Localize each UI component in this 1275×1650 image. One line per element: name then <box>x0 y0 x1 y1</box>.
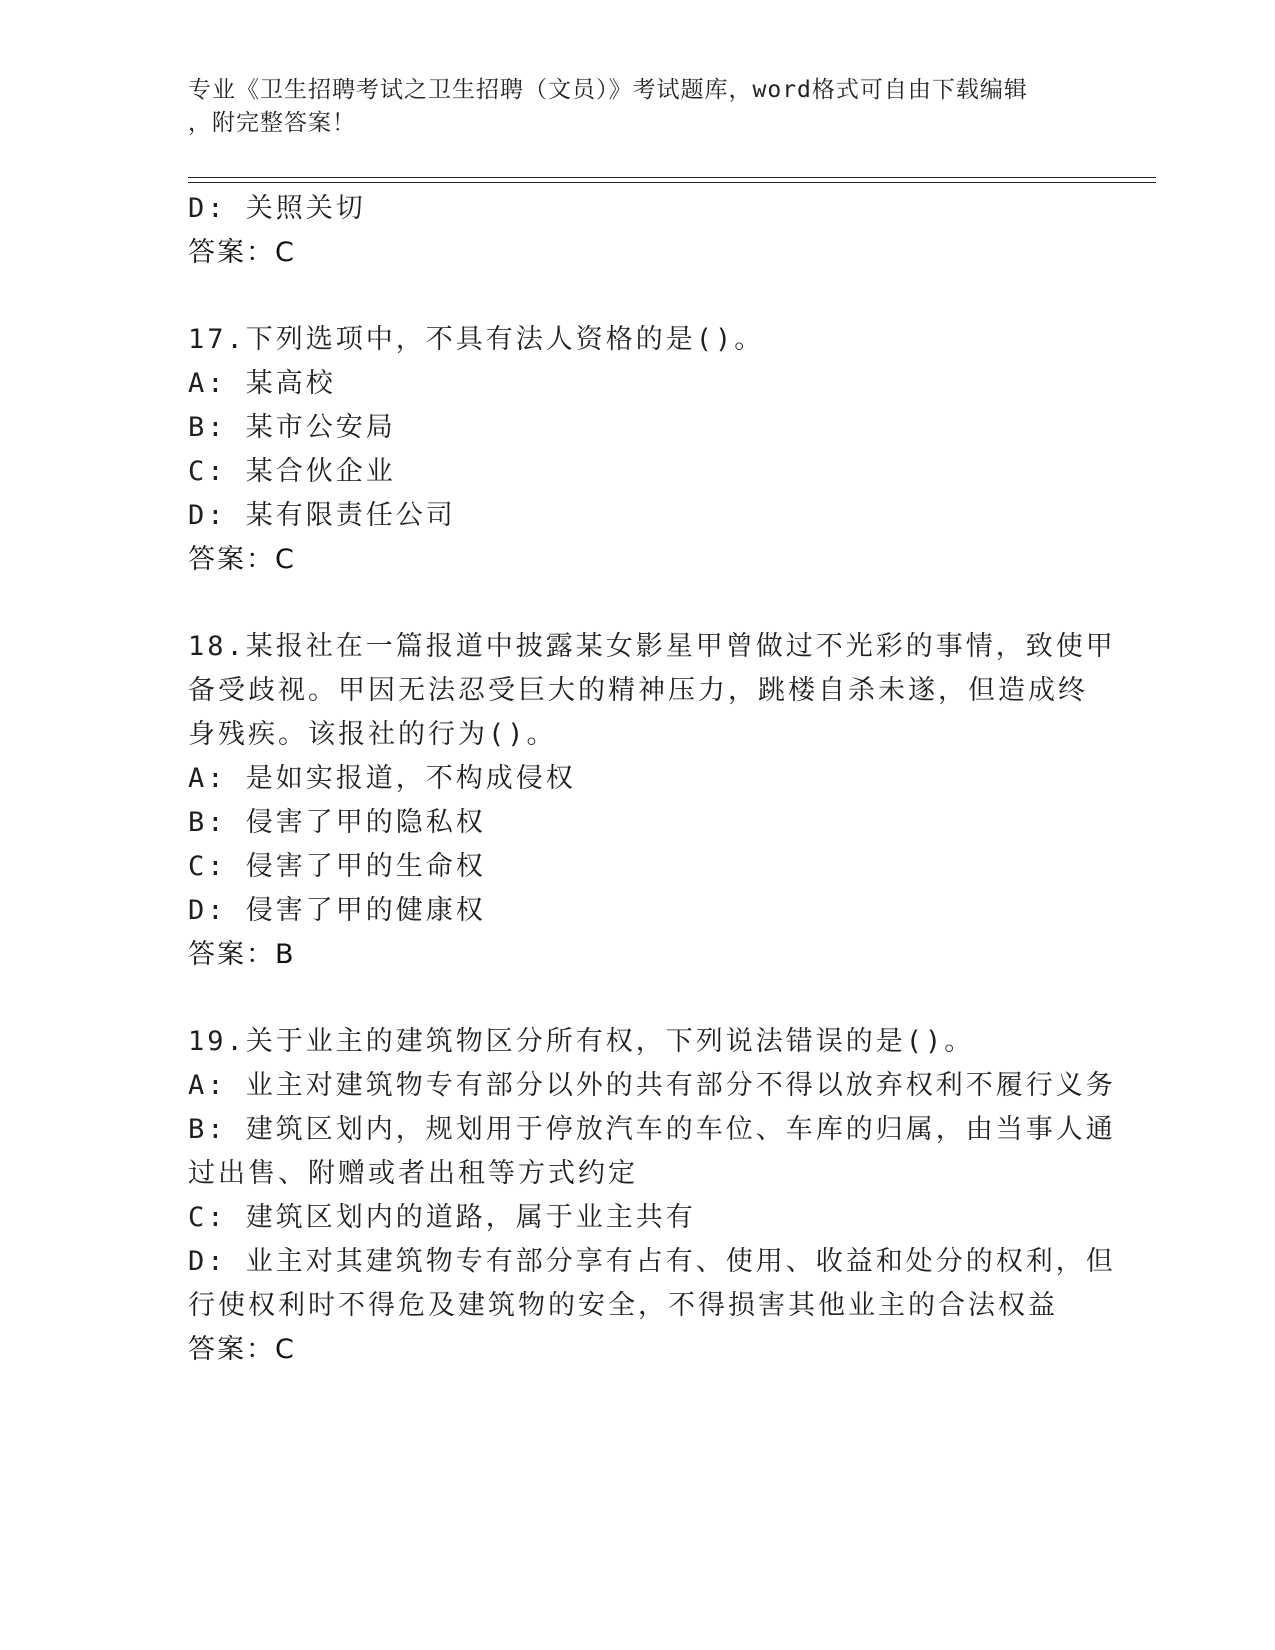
q17-answer: 答案：C <box>188 544 296 575</box>
q18-option-d: D: 侵害了甲的健康权 <box>188 895 486 926</box>
header-divider-top <box>188 177 1156 178</box>
q19-answer: 答案：C <box>188 1334 296 1365</box>
q19-option-c: C: 建筑区划内的道路，属于业主共有 <box>188 1202 696 1233</box>
header-line-2: ，附完整答案！ <box>188 110 356 136</box>
q18-option-b: B: 侵害了甲的隐私权 <box>188 807 486 838</box>
q18-stem-line-2: 备受歧视。甲因无法忍受巨大的精神压力，跳楼自杀未遂，但造成终 <box>188 675 1088 706</box>
document-header <box>188 74 1088 140</box>
q17-option-c: C: 某合伙企业 <box>188 456 396 487</box>
q18-option-c: C: 侵害了甲的生命权 <box>188 851 486 882</box>
q19-option-d-line-1: D: 业主对其建筑物专有部分享有占有、使用、收益和处分的权利，但 <box>188 1246 1116 1277</box>
q17-option-a: A: 某高校 <box>188 368 336 399</box>
q19-option-b-line-1: B: 建筑区划内，规划用于停放汽车的车位、车库的归属，由当事人通 <box>188 1114 1116 1145</box>
prev-answer: 答案：C <box>188 237 296 268</box>
prev-option-d: D: 关照关切 <box>188 193 366 224</box>
header-line-1: 专业《卫生招聘考试之卫生招聘（文员）》考试题库，word格式可自由下载编辑 <box>188 77 1028 103</box>
q19-option-a: A: 业主对建筑物专有部分以外的共有部分不得以放弃权利不履行义务 <box>188 1070 1116 1101</box>
q17-option-d: D: 某有限责任公司 <box>188 500 456 531</box>
q19-option-b-line-2: 过出售、附赠或者出租等方式约定 <box>188 1158 638 1189</box>
header-divider-bottom <box>188 182 1156 183</box>
q17-stem: 17.下列选项中，不具有法人资格的是()。 <box>188 324 765 355</box>
q17-option-b: B: 某市公安局 <box>188 412 396 443</box>
q19-option-d-line-2: 行使权利时不得危及建筑物的安全，不得损害其他业主的合法权益 <box>188 1290 1058 1321</box>
q19-stem: 19.关于业主的建筑物区分所有权，下列说法错误的是()。 <box>188 1026 975 1057</box>
q18-stem-line-1: 18.某报社在一篇报道中披露某女影星甲曾做过不光彩的事情，致使甲 <box>188 631 1116 662</box>
q18-answer: 答案：B <box>188 939 296 970</box>
q18-option-a: A: 是如实报道，不构成侵权 <box>188 763 576 794</box>
q18-stem-line-3: 身残疾。该报社的行为()。 <box>188 719 557 750</box>
